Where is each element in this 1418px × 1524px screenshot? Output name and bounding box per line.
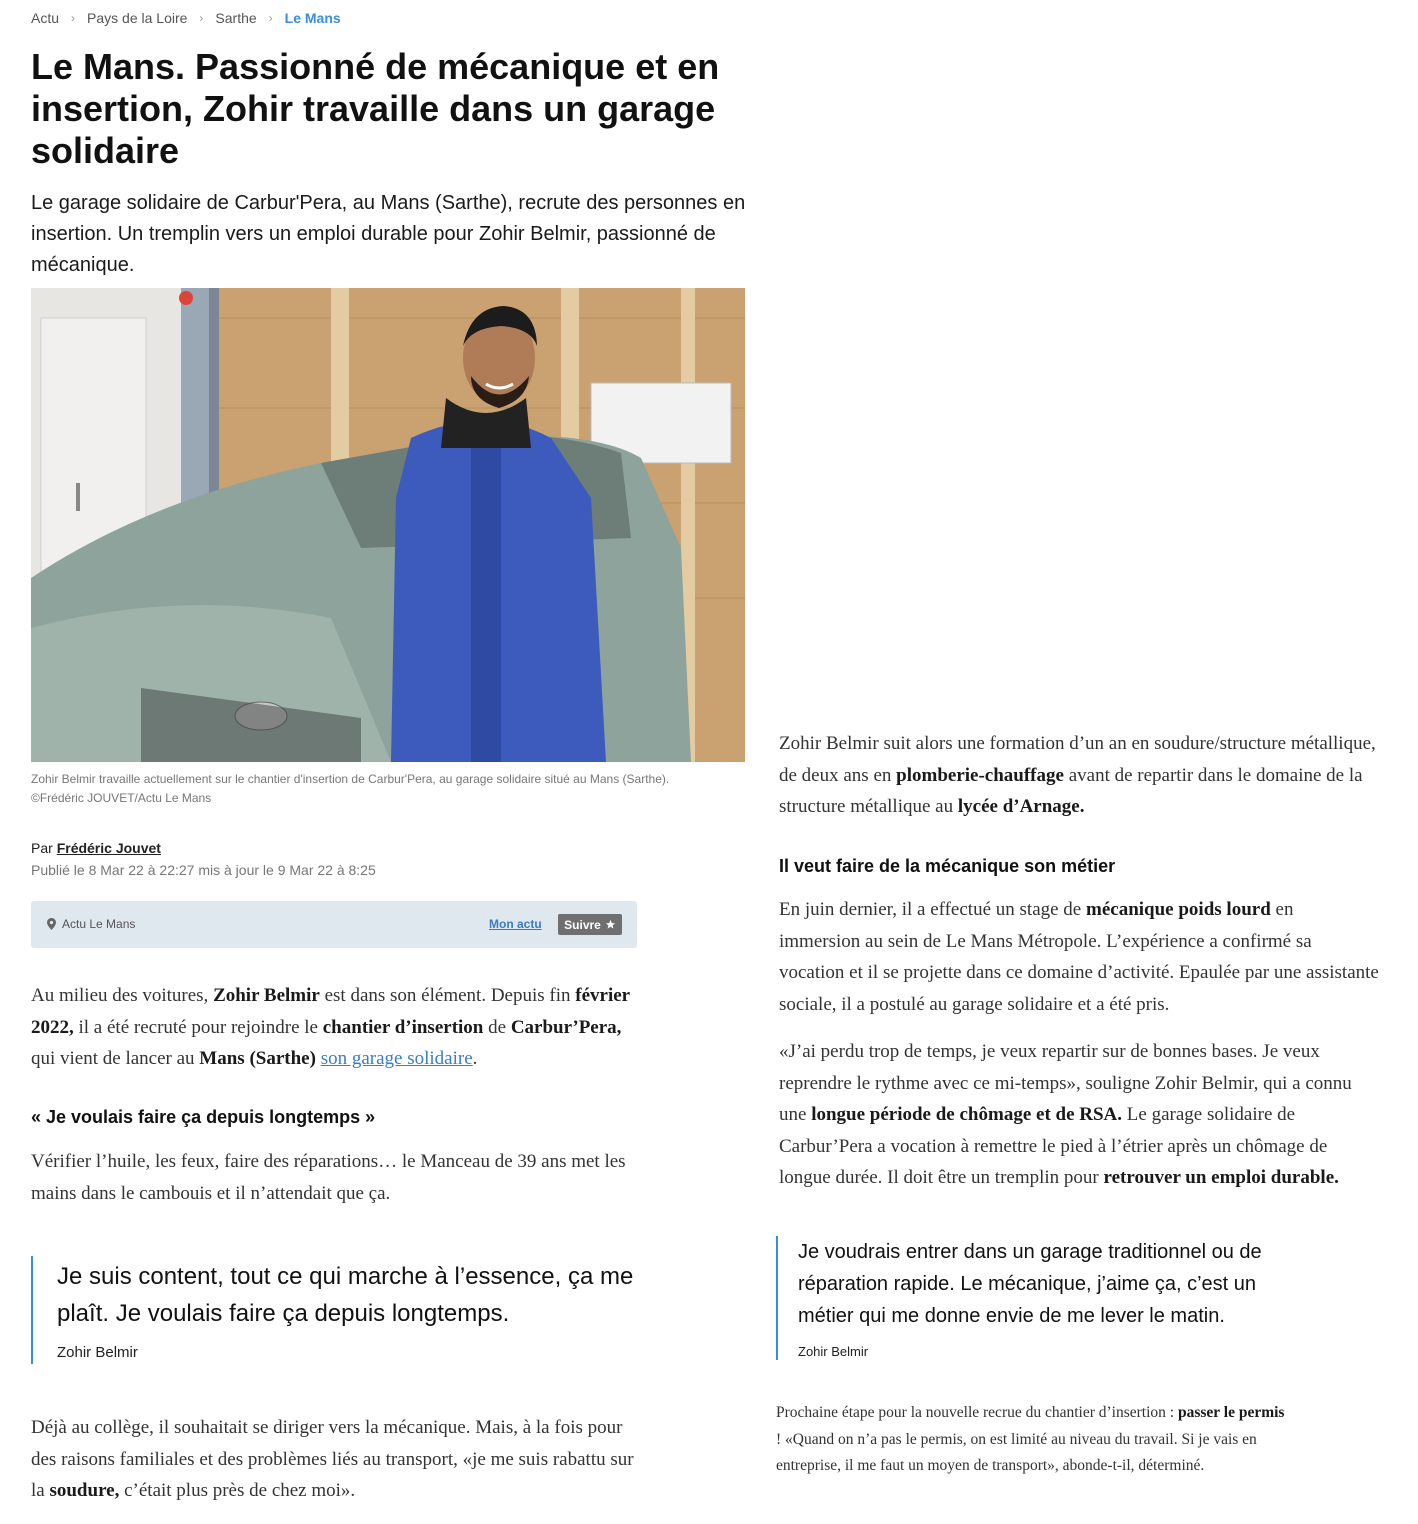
map-pin-icon	[47, 918, 56, 930]
text: .	[472, 1048, 478, 1069]
paragraph-formation	[779, 728, 1379, 823]
bold-text: mécanique poids lourd	[1086, 899, 1271, 920]
section-heading-2: Il veut faire de la mécanique son métier	[779, 856, 1116, 876]
paragraph-temps	[779, 1036, 1379, 1194]
pull-quote-author: Zohir Belmir	[57, 1344, 138, 1361]
text: Le garage solidaire de Carbur’Pera a vocation à remettre le pied à l’étrier après un chômage de longue durée. Il doit être un tremplin pour	[779, 1104, 1328, 1188]
text: «J’ai perdu trop de temps, je veux repartir sur de bonnes bases. Je veux reprendre le rythme avec ce mi-temps», souligne Zohir Belmir, qui a connu une	[779, 1041, 1352, 1125]
bold-text: Mans (Sarthe)	[199, 1048, 316, 1069]
article-photo	[31, 288, 745, 762]
byline	[31, 840, 161, 856]
pull-quote-author: Zohir Belmir	[798, 1344, 869, 1359]
paragraph-stage	[779, 894, 1379, 1020]
photo-credit: ©Frédéric JOUVET/Actu Le Mans	[31, 791, 212, 805]
garage-solidaire-link[interactable]: son garage solidaire	[320, 1048, 473, 1069]
bold-text: longue période de chômage et de RSA.	[811, 1104, 1123, 1125]
author-link[interactable]: Frédéric Jouvet	[56, 840, 161, 856]
text: il a été recruté pour rejoindre le	[73, 1016, 323, 1038]
bold-text: Carbur’Pera,	[510, 1016, 622, 1038]
text: c’était plus près de chez moi».	[119, 1480, 356, 1501]
pull-quote-2	[776, 1236, 1308, 1360]
pull-quote-1	[31, 1256, 667, 1364]
photo-caption-text: Zohir Belmir travaille actuellement sur le chantier d'insertion de Carbur'Pera, au garage solidaire situé au Mans (Sarthe).	[31, 772, 670, 786]
bold-text: chantier d’insertion	[322, 1016, 484, 1038]
pull-quote-text: Je voudrais entrer dans un garage traditionnel ou de réparation rapide. Le mécanique, j’aime ça, c’est un métier qui me donne envie de me lever le matin.	[798, 1241, 1262, 1327]
text: ! «Quand on n’a pas le permis, on est limité au niveau du travail. Si je vais en entreprise, il me faut un moyen de transport», abonde-t-il, déterminé.	[776, 1430, 1257, 1474]
text: Déjà au collège, il souhaitait se diriger vers la mécanique. Mais, à la fois pour des raisons familiales et des problèmes liés au transport, «je me suis rabattu sur la	[31, 1417, 634, 1501]
follow-button[interactable]	[558, 914, 622, 935]
breadcrumb	[31, 10, 341, 26]
text: avant de repartir dans le domaine de la structure métallique au	[779, 764, 1363, 817]
text: en immersion au sein de Le Mans Métropole. L’expérience a confirmé sa vocation et il se projette dans ce domaine d’activité. Epaulée par une assistante sociale, il a postulé au garage solidaire et a été pris.	[779, 899, 1379, 1015]
breadcrumb-item-sarthe[interactable]: Sarthe	[215, 10, 257, 26]
text: Zohir Belmir suit alors une formation d’un an en soudure/structure métallique, de deux ans en	[779, 733, 1376, 786]
bold-text: février 2022,	[31, 985, 630, 1038]
article-title: Le Mans. Passionné de mécanique et en insertion, Zohir travaille dans un garage solidaire	[31, 46, 720, 171]
publish-dates: Publié le 8 Mar 22 à 22:27 mis à jour le 9 Mar 22 à 8:25	[31, 862, 376, 878]
follow-bar	[31, 901, 637, 948]
chevron-right-icon: ›	[71, 11, 76, 25]
follow-location	[47, 917, 135, 931]
breadcrumb-item-actu[interactable]: Actu	[31, 10, 60, 26]
bold-text: plomberie-chauffage	[896, 764, 1064, 786]
text: En juin dernier, il a effectué un stage de	[779, 899, 1086, 920]
chevron-right-icon: ›	[199, 11, 204, 25]
bold-text: passer le permis	[1177, 1404, 1285, 1421]
paragraph-huile: Vérifier l’huile, les feux, faire des réparations… le Manceau de 39 ans met les mains dans le cambouis et il n’attendait que ça.	[31, 1151, 626, 1204]
breadcrumb-item-pays-de-la-loire[interactable]: Pays de la Loire	[87, 10, 188, 26]
breadcrumb-item-le-mans[interactable]: Le Mans	[284, 10, 341, 26]
text: de	[483, 1016, 511, 1038]
bold-text: retrouver un emploi durable.	[1103, 1167, 1339, 1188]
chevron-right-icon: ›	[268, 11, 273, 25]
paragraph-college	[31, 1412, 641, 1507]
paragraph-permis	[776, 1400, 1286, 1480]
paragraph-intro	[31, 980, 641, 1075]
article-lead: Le garage solidaire de Carbur'Pera, au Mans (Sarthe), recrute des personnes en insertion. Un tremplin vers un emploi durable pour Zohir Belmir, passionné de mécanique.	[31, 192, 746, 276]
star-icon	[605, 919, 616, 930]
bold-text: soudure,	[49, 1480, 120, 1501]
text: est dans son élément. Depuis fin	[319, 985, 576, 1006]
mon-actu-link[interactable]: Mon actu	[489, 917, 542, 931]
section-heading-1: « Je voulais faire ça depuis longtemps »	[31, 1107, 376, 1127]
pull-quote-text: Je suis content, tout ce qui marche à l’essence, ça me plaît. Je voulais faire ça depuis longtemps.	[57, 1263, 634, 1327]
bold-text: Zohir Belmir	[213, 985, 320, 1006]
text: Au milieu des voitures,	[31, 985, 214, 1006]
bold-text: lycée d’Arnage.	[957, 796, 1085, 817]
text: Prochaine étape pour la nouvelle recrue du chantier d’insertion :	[776, 1404, 1178, 1421]
text: qui vient de lancer au	[31, 1048, 200, 1069]
follow-button-label: Suivre	[564, 917, 601, 932]
follow-location-label: Actu Le Mans	[62, 917, 136, 931]
photo-caption	[31, 770, 745, 808]
byline-prefix: Par	[31, 840, 53, 856]
